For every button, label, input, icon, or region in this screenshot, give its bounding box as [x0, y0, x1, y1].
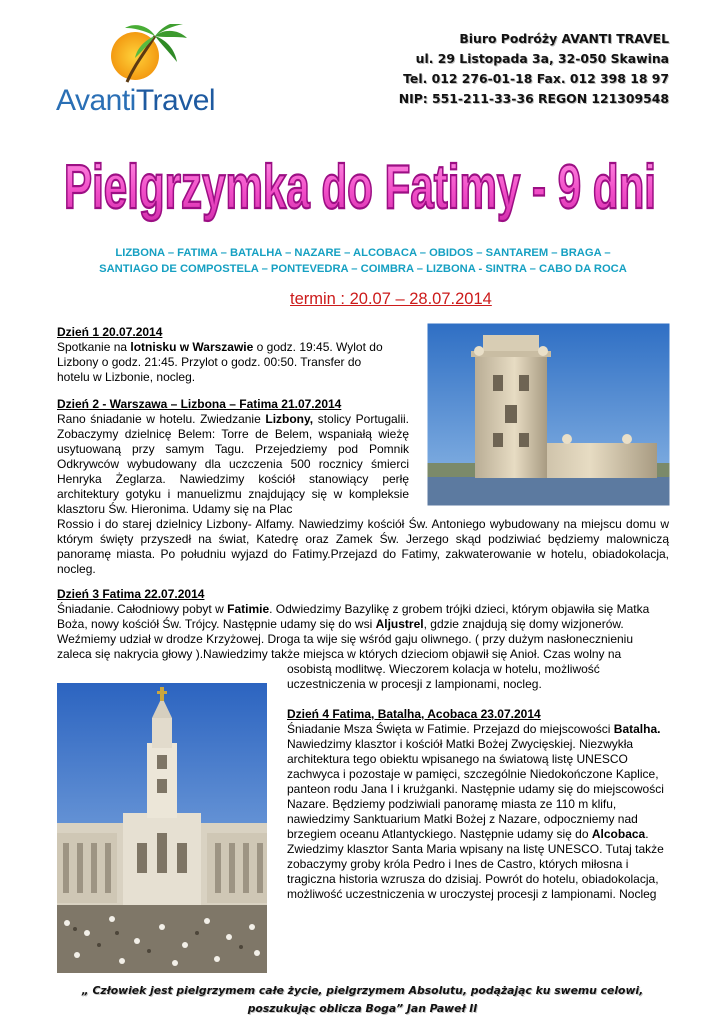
company-info — [289, 29, 669, 109]
day-3-text-a1: Śniadanie. Całodniowy pobyt w — [57, 602, 228, 616]
day-4-text-bold-1: Batalha. — [613, 722, 661, 736]
day-3-text-b: osobistą modlitwę. Wieczorem kolacja w hotelu, możliwość uczestniczenia w procesji z lampionami, nocleg. — [287, 662, 600, 691]
day-3-heading: Dzień 3 Fatima 22.07.2014 — [57, 587, 205, 601]
day-4-text-bold-2: Alcobaca — [591, 827, 646, 841]
day-1-text-a: Spotkanie na — [57, 340, 131, 354]
logo-word-avanti: Avanti — [56, 84, 136, 117]
day-3-text-a2: . Odwiedzimy Bazylikę z grobem trójki dzieci, którym objawiła się Matka Boża, nowy kościół Św. Trójcy. Następnie udamy się do wsi — [57, 602, 650, 631]
day-2-section — [57, 397, 417, 517]
company-address: ul. 29 Listopada 3a, 32-050 Skawina — [415, 51, 669, 66]
company-registration: NIP: 551-211-33-36 REGON 121309548 — [398, 91, 669, 106]
logo-word-travel: Travel — [135, 84, 216, 117]
fatima-basilica-photo — [57, 683, 267, 973]
day-4-heading: Dzień 4 Fatima, Batalha, Acobaca 23.07.2014 — [287, 707, 541, 721]
day-2-text-a — [57, 412, 409, 517]
route-list — [40, 245, 686, 277]
day-2-text-a1: Rano śniadanie w hotelu. Zwiedzanie — [57, 412, 266, 426]
day-2-text-a2: stolicy Portugalii. Zobaczymy dzielnicę Belem: Torre de Belem, wspaniałą wieżę usytuowaną przy samym Tagu. Przejedziemy pod Pomnik Odkrywców wybudowany dla uczczenia 500 rocznicy śmierci Henryka Żeglarza. Nawiedzimy kościół stanowiący perłę architektury gotyku i manuelizmu znajdujący się w kompleksie klasztoru Św. Hieronima. Udamy się na Plac — [57, 412, 410, 516]
day-4-section — [287, 707, 672, 902]
day-3-text-a — [57, 602, 669, 662]
logo-wordmark — [56, 84, 215, 118]
day-1-section — [57, 325, 397, 385]
day-2-heading: Dzień 2 - Warszawa – Lizbona – Fatima 21.07.2014 — [57, 397, 342, 411]
footer-quote — [50, 982, 675, 1018]
day-4-text-a: Śniadanie Msza Święta w Fatimie. Przejazd do miejscowości — [287, 722, 614, 736]
day-2-text-bold: Lizbony, — [265, 412, 314, 426]
day-4-text-c: . Zwiedzimy klasztor Santa Maria wpisany na listę UNESCO. Tutaj także zobaczymy groby króla Pedro i Ines de Castro, których miłosna i tragiczna historia wzrusza do dzisiaj. Powrót do hotelu, obiadokolacja, możliwość uczestniczenia w uroczystej procesji z lampionami. Nocleg — [287, 827, 664, 901]
torre-de-belem-photo — [427, 323, 670, 506]
day-1-text-b: o godz. 19:45. Wylot do Lizbony o godz. 21:45. Przylot o godz. 00:50. Transfer do hotelu w Lizbonie, nocleg. — [57, 340, 383, 384]
company-name: Biuro Podróży AVANTI TRAVEL — [459, 31, 669, 46]
day-3-text-a3: , gdzie znajdują się domy wizjonerów. Weźmiemy udział w drodze Krzyżowej. Droga ta wije się wśród gaju oliwnego. ( przy dużym nasłonecznieniu zaleca się nakrycia głowy ).Nawiedzimy także miejsca w których dzieciom objawił się Anioł. Czas wolny na — [57, 617, 634, 661]
day-4-text-b: Nawiedzimy klasztor i kościół Matki Bożej Zwycięskiej. Niezwykła architektura tego obiektu wpisanego na światową listę UNESCO zachwyca i pozostaje w pamięci, szczególnie Niedokończone Kaplice, panteon rodu Jana I i krużganki. Następnie udamy się do miejscowości Nazare. Będziemy podziwiali panoramę miasta ze 110 m klifu, nawiedzimy Sanktuarium Matki Bożej z Nazare, odpoczniemy nad brzegiem oceanu Atlantyckiego. Następnie udamy się do — [287, 737, 664, 841]
day-1-heading: Dzień 1 20.07.2014 — [57, 325, 163, 339]
route-line-1: LIZBONA – FATIMA – BATALHA – NAZARE – ALCOBACA – OBIDOS – SANTAREM – BRAGA – — [115, 247, 611, 259]
day-1-text — [57, 340, 387, 385]
company-phone: Tel. 012 276-01-18 Fax. 012 398 18 97 — [403, 71, 669, 86]
trip-dates: termin : 20.07 – 28.07.2014 — [290, 290, 492, 308]
day-3-text-bold-2: Aljustrel — [375, 617, 424, 631]
page-title — [60, 138, 660, 228]
page-title-text: Pielgrzymka do Fatimy - 9 dni — [64, 153, 656, 222]
footer-quote-line-2: poszukując oblicza Boga” Jan Paweł II — [247, 1002, 478, 1015]
day-4-text — [287, 722, 672, 902]
route-line-2: SANTIAGO DE COMPOSTELA – PONTEVEDRA – COIMBRA – LIZBONA - SINTRA – CABO DA ROCA — [99, 263, 627, 275]
day-1-text-bold: lotnisku w Warszawie — [130, 340, 254, 354]
day-3-section — [57, 587, 669, 662]
day-2-text-b: Rossio i do starej dzielnicy Lizbony- Alfamy. Nawiedzimy kościół Św. Antoniego wybudowany na miejscu domu w którym święty przyszedł na świat, Katedrę oraz Zamek Św. Jerzego skąd podziwiać będziemy malowniczą panoramę miasta. Po południu wyjazd do Fatimy.Przejazd do Fatimy, zakwaterowanie w hotelu, obiadokolacja, nocleg. — [57, 517, 669, 576]
footer-quote-line-1: „ Człowiek jest pielgrzymem całe życie, pielgrzymem Absolutu, podążając ku swemu celowi, — [81, 984, 644, 997]
day-3-text-bold-1: Fatimie — [227, 602, 270, 616]
